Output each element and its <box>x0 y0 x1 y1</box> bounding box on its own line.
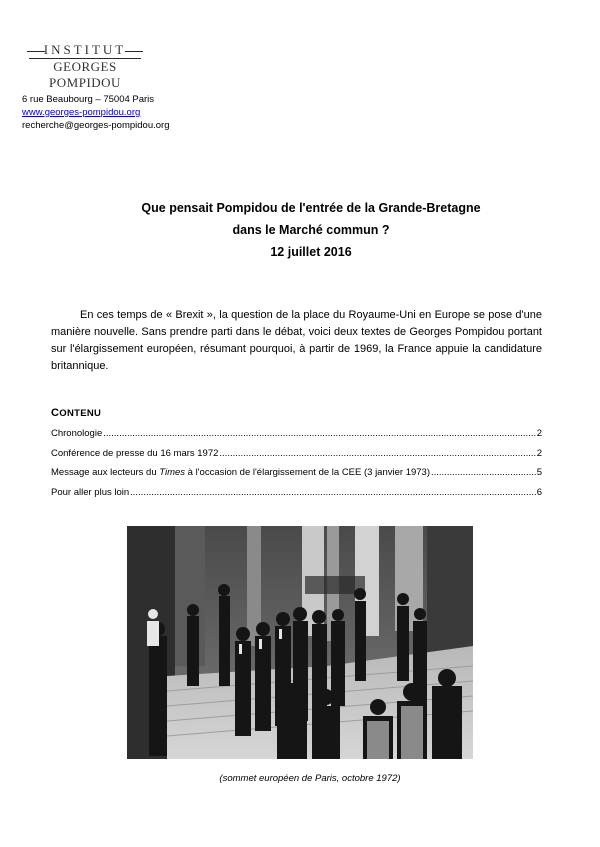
toc-label <box>51 467 430 478</box>
toc-leader <box>431 467 536 478</box>
toc-label: Conférence de presse du 16 mars 1972 <box>51 447 219 459</box>
institut-logo <box>27 42 143 90</box>
contents-heading <box>51 407 101 419</box>
toc-page-number: 2 <box>536 428 542 439</box>
table-of-contents <box>51 428 542 506</box>
intro-paragraph: En ces temps de « Brexit », la question de la place du Royaume-Uni en Europe se pose d'une manière nouvelle. Sans prendre parti dans le débat, voici deux textes de Georges Pompidou portant sur l'élargissement européen, résumant pourquoi, à partir de 1969, la France appuie la candidature britannique. <box>51 309 542 372</box>
toc-leader <box>219 448 535 459</box>
address-block <box>22 93 169 132</box>
toc-label-part: à l'occasion de l'élargissement de la CEE (3 janvier 1973) <box>185 467 430 478</box>
toc-page-number: 2 <box>536 447 542 459</box>
toc-item-conference[interactable] <box>51 448 542 468</box>
title-line-2: dans le Marché commun ? <box>232 223 390 237</box>
toc-leader <box>130 487 536 498</box>
toc-item-message-times[interactable] <box>51 467 542 487</box>
title-date: 12 juillet 2016 <box>270 245 352 259</box>
contents-heading-rest: ONTENU <box>59 408 102 419</box>
title-line-1: Que pensait Pompidou de l'entrée de la Grande-Bretagne <box>141 201 481 215</box>
toc-page-number: 6 <box>536 486 542 498</box>
summit-photo <box>127 526 473 759</box>
postal-address: 6 rue Beaubourg – 75004 Paris <box>22 94 155 105</box>
toc-page-number: 5 <box>536 467 542 478</box>
photo-caption <box>0 773 600 784</box>
document-title <box>0 197 600 263</box>
toc-item-pour-aller-plus-loin[interactable] <box>51 487 542 507</box>
toc-label: Chronologie <box>51 428 103 439</box>
logo-text-bottom: GEORGES POMPIDOU <box>49 59 121 90</box>
toc-label-part: Message aux lecteurs du <box>51 467 160 478</box>
photo-caption-text: (sommet européen de Paris, octobre 1972) <box>219 773 401 784</box>
logo-text-top: INSTITUT <box>43 42 127 57</box>
toc-item-chronologie[interactable] <box>51 428 542 448</box>
toc-label: Pour aller plus loin <box>51 486 130 498</box>
contents-heading-initial: C <box>51 407 60 419</box>
toc-label-italic: Times <box>159 467 186 478</box>
website-link[interactable]: www.georges-pompidou.org <box>22 107 141 118</box>
toc-leader <box>103 428 535 439</box>
email-address: recherche@georges-pompidou.org <box>22 120 170 131</box>
